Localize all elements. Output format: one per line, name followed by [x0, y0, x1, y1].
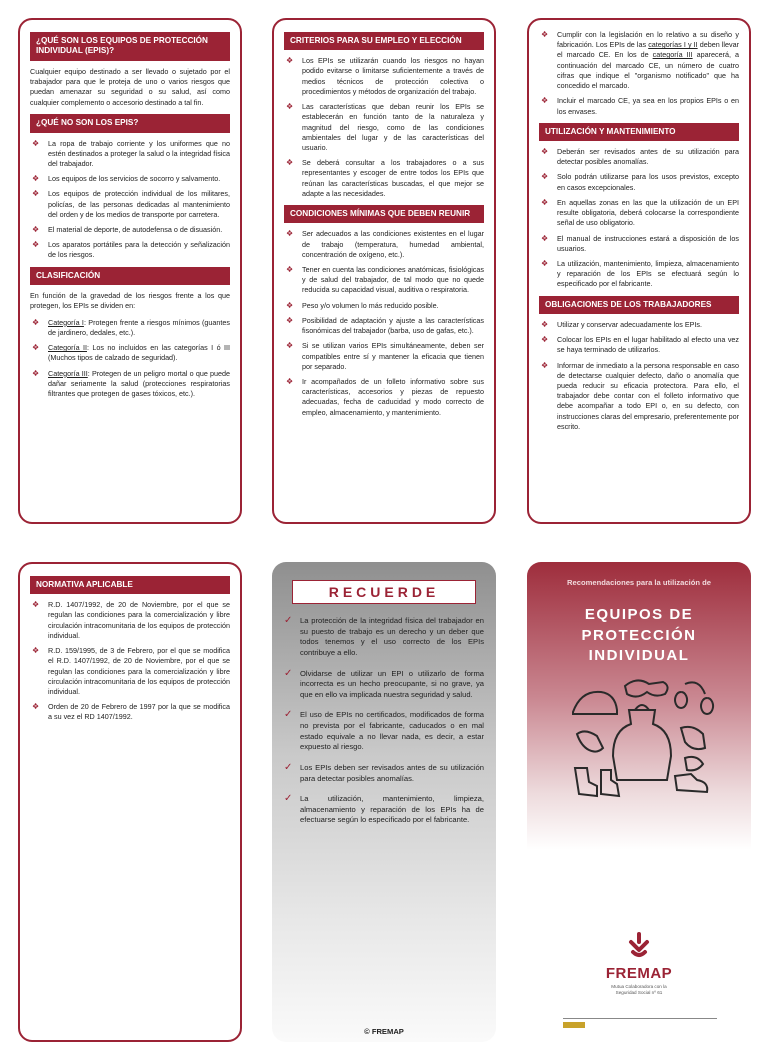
shoe-icon: [675, 774, 707, 792]
panel-regulations: [18, 562, 242, 1042]
panel-criteria: [272, 18, 496, 524]
list-item: ❖ Los equipos de protección individual de los militares, policías, de las personas dedicadas al mantenimiento del orden y de los medios de transporte por carretera.: [32, 189, 230, 219]
list-item: ❖ R.D. 159/1995, de 3 de Febrero, por el que se modifica el R.D. 1407/1992, de 20 de Noviembre, por el que se regulan las condiciones para la comercialización y libre circulación intracomunitaria de los equipos de protección individual.: [32, 646, 230, 696]
diamond-bullet-icon: ❖: [286, 102, 294, 112]
section-header: CLASIFICACIÓN: [30, 267, 230, 285]
list-item: ❖ El manual de instrucciones estará a disposición de los usuarios.: [541, 233, 739, 253]
panel-remember: [272, 562, 496, 1042]
cover-title: [537, 605, 741, 667]
section-header: ¿QUÉ SON LOS EQUIPOS DE PROTECCIÓN INDIVIDUAL (EPIS)?: [30, 32, 230, 61]
diamond-bullet-icon: ❖: [541, 30, 549, 39]
diamond-bullet-icon: ❖: [32, 225, 40, 235]
list-item: ❖ La utilización, mantenimiento, limpieza, almacenamiento y reparación de los EPIs se efectuará según lo especificado por el fabricante.: [541, 258, 739, 289]
list-item: ❖ Peso y/o volumen lo más reducido posible.: [286, 300, 439, 310]
earmuffs-icon: [675, 682, 713, 714]
diamond-bullet-icon: ❖: [286, 341, 294, 351]
list-item: ✓ Los EPIs deben ser revisados antes de su utilización para detectar posibles anomalías.: [284, 761, 484, 783]
diamond-bullet-icon: ❖: [286, 376, 294, 386]
list-item: ❖ Utilizar y conservar adecuadamente los EPIs.: [541, 319, 703, 329]
diamond-bullet-icon: ❖: [32, 343, 40, 353]
diamond-bullet-icon: ❖: [541, 360, 549, 370]
remember-title: RECUERDE: [292, 580, 476, 604]
list-item: ✓ Olvidarse de utilizar un EPI o utilizarlo de forma incorrecta es un hecho preocupante, si no grave, ya que en ello va implicada nuestra seguridad y salud.: [284, 667, 484, 699]
diamond-bullet-icon: ❖: [286, 229, 294, 239]
list-item: ❖ El material de deporte, de autodefensa o de disuasión.: [32, 225, 223, 235]
section-header: ¿QUÉ NO SON LOS EPIS?: [30, 114, 230, 132]
helmet-icon: [573, 692, 617, 714]
conditions-list: [284, 229, 484, 418]
list-item: ❖ Categoría I: Protegen frente a riesgos mínimos (guantes de jardinero, dedales, etc.).: [32, 317, 230, 338]
list-item: ❖ Los EPIs se utilizarán cuando los riesgos no hayan podido evitarse o limitarse suficientemente a través de medios técnicos de protección colectiva o procedimientos y métodos de organización del trabajo.: [286, 56, 484, 96]
diamond-bullet-icon: ❖: [32, 240, 40, 250]
list-item: ✓ La protección de la integridad física del trabajador en su puesto de trabajo es un derecho y un deber que todos tenemos y el uso correcto de los EPIs contribuye a ello.: [284, 615, 484, 657]
checkmark-icon: ✓: [284, 667, 293, 679]
criteria-list: [284, 56, 484, 199]
list-item: ❖ Categoría II: Los no incluidos en las categorías I ó III (Muchos tipos de calzado de seguridad).: [32, 343, 231, 363]
list-item: ❖ Informar de inmediato a la persona responsable en caso de detectarse cualquier defecto, daño o anomalía que pueda reducir su eficacia protectora. Para ello, el trabajador debe contar con el folleto informativo que debe acompañar a todo EPI o, en su defecto, con instrucciones claras del empresario, preferentemente por escrito.: [541, 360, 739, 431]
usage-list: [539, 147, 739, 290]
glove-icon: [681, 727, 705, 749]
section-header: NORMATIVA APLICABLE: [30, 576, 230, 594]
diamond-bullet-icon: ❖: [32, 174, 40, 184]
diamond-bullet-icon: ❖: [541, 172, 549, 182]
list-item: ❖ Solo podrán utilizarse para los usos previstos, excepto en casos excepcionales.: [541, 172, 739, 192]
diamond-bullet-icon: ❖: [32, 702, 40, 712]
list-item: ❖ Ir acompañados de un folleto informativo sobre sus características, accesorios y piezas de repuesto adecuadas, fecha de caducidad y modo correcto de empleo, almacenamiento, y mantenimiento.: [286, 376, 484, 417]
cover-title-line: EQUIPOS DE: [584, 606, 694, 623]
diamond-bullet-icon: ❖: [286, 265, 294, 274]
diamond-bullet-icon: ❖: [541, 319, 549, 329]
classification-list: [30, 318, 230, 400]
checkmark-icon: ✓: [284, 761, 293, 773]
list-item: ❖ Los equipos de los servicios de socorro y salvamento.: [32, 174, 221, 184]
classification-intro: En función de la gravedad de los riesgos frente a los que protegen, los EPIs se dividen en:: [30, 290, 230, 311]
section-header: CRITERIOS PARA SU EMPLEO Y ELECCIÓN: [284, 32, 484, 50]
goggles-icon: [625, 680, 668, 696]
regulations-list: [30, 600, 230, 722]
section-header: OBLIGACIONES DE LOS TRABAJADORES: [539, 296, 739, 314]
diamond-bullet-icon: ❖: [32, 138, 40, 148]
cover-subtitle: Recomendaciones para la utilización de: [567, 578, 711, 587]
diamond-bullet-icon: ❖: [32, 646, 40, 656]
conditions-list-continued: [539, 30, 739, 117]
panel-usage-obligations: [527, 18, 751, 524]
list-item: ❖ La ropa de trabajo corriente y los uniformes que no estén destinados a proteger la salud o la integridad física del trabajador.: [32, 138, 230, 168]
cover-title-line: PROTECCIÓN: [581, 626, 697, 644]
flag-icon: [563, 1022, 585, 1028]
fremap-logo-icon: [626, 932, 652, 958]
ppe-equipment-illustration: [567, 672, 717, 802]
diamond-bullet-icon: ❖: [32, 189, 40, 199]
diamond-bullet-icon: ❖: [286, 56, 294, 66]
definition-text: Cualquier equipo destinado a ser llevado o sujetado por el trabajador para que le proteja de uno o varios riesgos que puedan amenazar su seguridad o su salud, así como cualquier complemento o accesorio destinado a tal fin.: [30, 66, 230, 107]
diamond-bullet-icon: ❖: [541, 335, 549, 345]
copyright: © FREMAP: [364, 1027, 404, 1036]
list-item: ❖ Ser adecuados a las condiciones existentes en el lugar de trabajo (temperatura, humedad ambiental, concentración de oxígeno, etc.).: [286, 229, 484, 259]
list-item: ✓ La utilización, mantenimiento, limpieza, almacenamiento y reparación de los EPIs ha de efectuarse según lo especificado por el fabricante.: [284, 793, 484, 825]
list-item: ❖ Incluir el marcado CE, ya sea en los propios EPIs o en los envases.: [541, 96, 739, 116]
diamond-bullet-icon: ❖: [541, 233, 549, 243]
list-item: ✓ El uso de EPIs no certificados, modificados de forma no prevista por el fabricante, caducados o en mal estado equivale a no llevar nada, es decir, a estar expuesto al riesgo.: [284, 709, 484, 752]
checkmark-icon: ✓: [284, 709, 293, 721]
remember-list: [284, 616, 484, 826]
apron-icon: [613, 705, 671, 780]
cover-title-line: INDIVIDUAL: [588, 647, 690, 665]
not-epis-list: [30, 139, 230, 261]
diamond-bullet-icon: ❖: [541, 258, 549, 268]
logo-name: FREMAP: [605, 965, 673, 982]
list-item: ❖ En aquellas zonas en las que la utilización de un EPI resulte obligatoria, deberá colocarse la correspondiente señal de uso obligatorio.: [541, 197, 739, 228]
diamond-bullet-icon: ❖: [32, 368, 40, 378]
mask-icon: [685, 757, 703, 771]
list-item: ❖ Cumplir con la legislación en lo relativo a su diseño y fabricación. Los EPIs de las categorías I y II deben llevar el marcado CE. En los de categoría III aparecerá, a continuación del marcado CE, un número de cuatro cifras que indique el "organismo notificado" que ha concedido el marcado.: [541, 30, 740, 91]
list-item: ❖ Tener en cuenta las condiciones anatómicas, fisiológicas y de salud del trabajador, de tal modo que no quede reducida su capacidad visual, auditiva o respiratoria.: [286, 265, 484, 295]
list-item: ❖ Los aparatos portátiles para la detección y señalización de los riesgos.: [32, 240, 230, 260]
checkmark-icon: ✓: [284, 615, 293, 626]
obligations-list: [539, 320, 739, 432]
diamond-bullet-icon: ❖: [286, 315, 294, 325]
panel-what-are-epis: [18, 18, 242, 524]
section-header: UTILIZACIÓN Y MANTENIMIENTO: [539, 123, 739, 141]
logo-tagline: Mutua Colaboradora con la Seguridad Social nº 61: [611, 984, 667, 995]
list-item: ❖ Se deberá consultar a los trabajadores o a sus representantes y escoger de entre todos los EPIs que reúnan las características buscadas, el que mejor se adapte a las necesidades.: [286, 158, 484, 198]
list-item: ❖ Las características que deban reunir los EPIs se establecerán en función tanto de la naturaleza y magnitud del riesgo, como de las condiciones ambientales del lugar y de las características del usuario.: [286, 102, 484, 152]
glove-icon: [577, 731, 603, 751]
diamond-bullet-icon: ❖: [286, 300, 294, 310]
diamond-bullet-icon: ❖: [32, 317, 40, 327]
list-item: ❖ Categoría III: Protegen de un peligro mortal o que puede dañar seriamente la salud (protecciones respiratorias filtrantes que protegen de gases tóxicos, etc.).: [32, 368, 231, 399]
fremap-logo: [527, 932, 751, 996]
diamond-bullet-icon: ❖: [541, 197, 549, 207]
list-item: ❖ Posibilidad de adaptación y ajuste a las características fisonómicas del trabajador (barba, uso de gafas, etc.).: [286, 315, 484, 336]
diamond-bullet-icon: ❖: [32, 600, 40, 610]
diamond-bullet-icon: ❖: [541, 96, 549, 106]
boot-icon: [575, 768, 597, 796]
list-item: ❖ Si se utilizan varios EPIs simultáneamente, deben ser compatibles entre sí y mantener la eficacia que tienen por separado.: [286, 341, 484, 371]
diamond-bullet-icon: ❖: [286, 158, 294, 168]
diamond-bullet-icon: ❖: [541, 147, 549, 156]
list-item: ❖ R.D. 1407/1992, de 20 de Noviembre, por el que se regulan las condiciones para la comercialización y libre circulación intracomunitaria de los equipos de protección individual.: [32, 600, 230, 640]
list-item: ❖ Orden de 20 de Febrero de 1997 por la que se modifica a su vez el RD 1407/1992.: [32, 702, 230, 722]
section-header: CONDICIONES MÍNIMAS QUE DEBEN REUNIR: [284, 205, 484, 223]
checkmark-icon: ✓: [284, 793, 293, 805]
list-item: ❖ Colocar los EPIs en el lugar habilitado al efecto una vez se haya terminado de utilizarlos.: [541, 335, 739, 355]
panel-cover: [527, 562, 751, 1042]
list-item: ❖ Deberán ser revisados antes de su utilización para detectar posibles anomalías.: [541, 147, 739, 167]
